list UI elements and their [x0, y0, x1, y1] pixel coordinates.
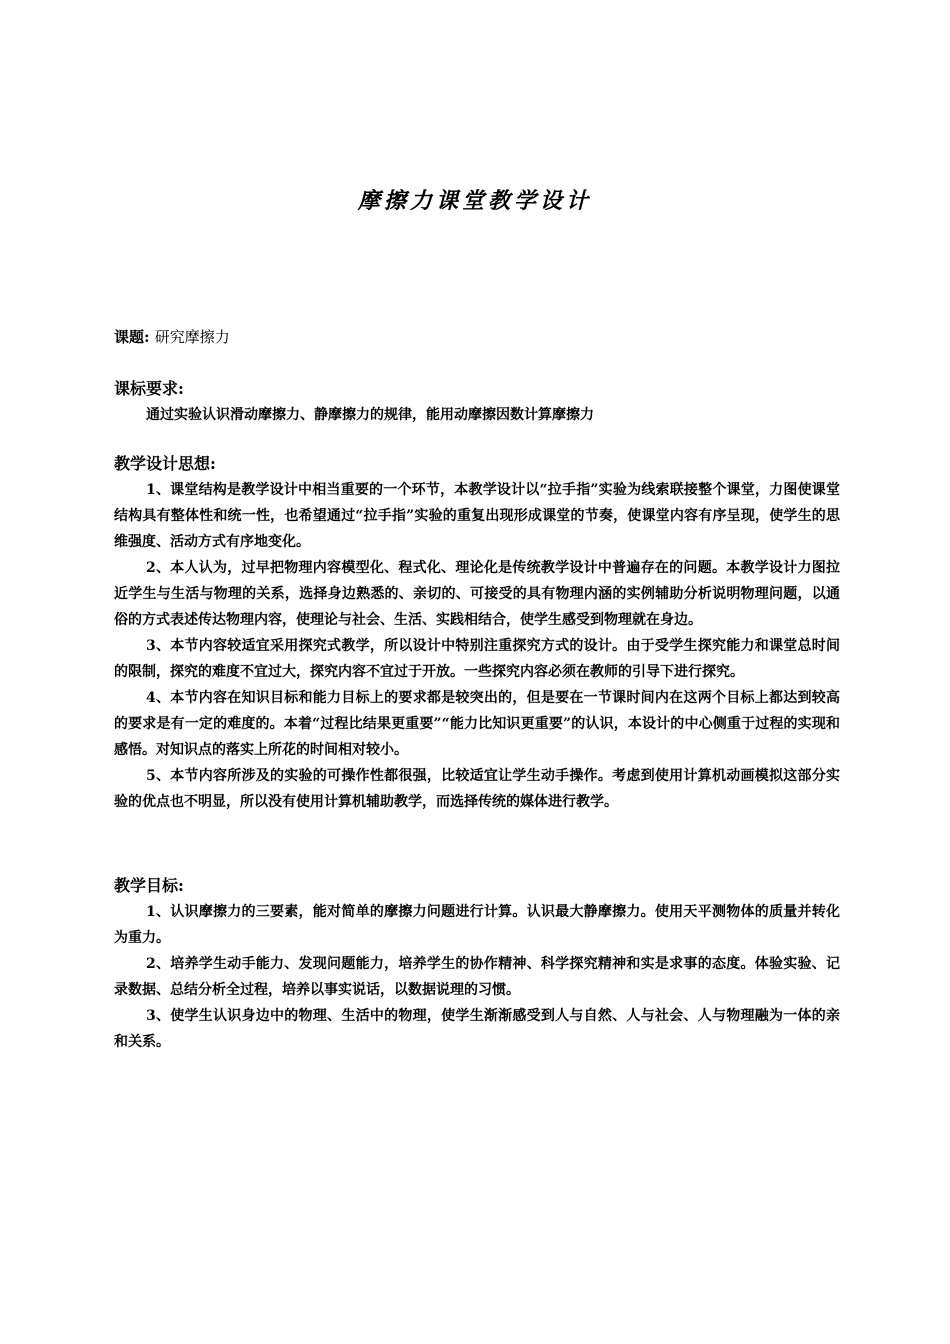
design-thought-paragraph-2: 2、本人认为，过早把物理内容模型化、程式化、理论化是传统教学设计中普遍存在的问题。本教学设计力图拉近学生与生活与物理的关系，选择身边熟悉的、亲切的、可接受的具有物理内涵的实例辅助分析说明物理问题，以通俗的方式表述传达物理内容，使理论与社会、生活、实践相结合，使学生感受到物理就在身边。	[114, 560, 840, 628]
topic-value: 研究摩擦力	[154, 328, 230, 346]
design-thought-heading: 教学设计思想:	[114, 454, 216, 473]
design-thought-section	[114, 451, 840, 815]
teaching-goal-3: 3、使学生认识身边中的物理、生活中的物理，使学生渐渐感受到人与自然、人与社会、人与物理融为一体的亲和关系。	[114, 1008, 840, 1050]
topic-line	[114, 326, 840, 347]
standard-heading: 课标要求:	[114, 379, 184, 398]
teaching-goal-1: 1、认识摩擦力的三要素，能对简单的摩擦力问题进行计算。认识最大静摩擦力。使用天平测物体的质量并转化为重力。	[114, 904, 840, 946]
standard-text: 通过实验认识滑动摩擦力、静摩擦力的规律，能用动摩擦因数计算摩擦力	[146, 407, 594, 423]
design-thought-paragraph-4: 4、本节内容在知识目标和能力目标上的要求都是较突出的，但是要在一节课时间内在这两个目标上都达到较高的要求是有一定的难度的。本着“过程比结果更重要”“能力比知识更重要”的认识，本设计的中心侧重于过程的实现和感悟。对知识点的落实上所花的时间相对较小。	[114, 690, 840, 758]
teaching-goals-section	[114, 873, 840, 1055]
standard-section	[114, 376, 840, 428]
design-thought-paragraph-1: 1、课堂结构是教学设计中相当重要的一个环节，本教学设计以“拉手指”实验为线索联接整个课堂，力图使课堂结构具有整体性和统一性，也希望通过“拉手指”实验的重复出现形成课堂的节奏，使课堂内容有序呈现，使学生的思维强度、活动方式有序地变化。	[114, 482, 840, 550]
topic-label: 课题:	[114, 328, 150, 346]
design-thought-paragraph-3: 3、本节内容较适宜采用探究式教学，所以设计中特别注重探究方式的设计。由于受学生探究能力和课堂总时间的限制，探究的难度不宜过大，探究内容不宜过于开放。一些探究内容必须在教师的引导下进行探究。	[114, 638, 840, 680]
teaching-goals-heading: 教学目标:	[114, 876, 184, 895]
teaching-goal-2: 2、培养学生动手能力、发现问题能力，培养学生的协作精神、科学探究精神和实是求事的态度。体验实验、记录数据、总结分析全过程，培养以事实说话，以数据说理的习惯。	[114, 956, 840, 998]
document-title: 摩擦力课堂教学设计	[357, 188, 592, 214]
design-thought-paragraph-5: 5、本节内容所涉及的实验的可操作性都很强，比较适宜让学生动手操作。考虑到使用计算机动画模拟这部分实验的优点也不明显，所以没有使用计算机辅助教学，而选择传统的媒体进行教学。	[114, 768, 840, 810]
